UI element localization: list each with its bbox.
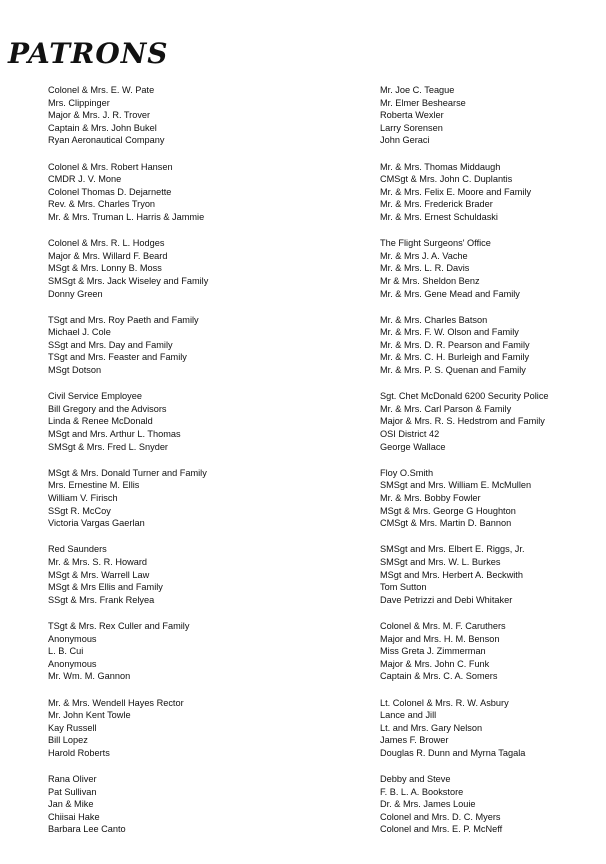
patron-group [380,314,606,377]
patron-name: Major & Mrs. R. S. Hedstrom and Family [380,416,545,427]
patron-name: Mr. & Mrs. F. W. Olson and Family [380,327,519,338]
patron-name: Red Saunders [48,544,107,555]
patron-name: Dr. & Mrs. James Louie [380,799,476,810]
patron-name: Captain & Mrs. John Bukel [48,122,157,133]
patron-group [48,84,318,147]
patron-name: MSgt & Mrs. Warrell Law [48,569,150,580]
patron-name: SSgt R. McCoy [48,505,111,516]
patron-name: Mr. & Mrs. L. R. Davis [380,263,470,274]
patron-group [48,161,318,224]
patron-name: F. B. L. A. Bookstore [380,786,464,797]
patron-name: CMSgt & Mrs. Martin D. Bannon [380,518,512,529]
patron-group [48,620,318,683]
patron-name: Anonymous [48,658,97,669]
patron-name: OSI District 42 [380,429,440,440]
patron-name: Mr & Mrs. Sheldon Benz [380,275,480,286]
patron-name: MSgt Dotson [48,365,102,376]
patron-name: Colonel Thomas D. Dejarnette [48,186,172,197]
patron-name: Miss Greta J. Zimmerman [380,646,486,657]
patron-group [380,543,606,606]
patron-column-right [380,84,606,850]
patron-name: CMDR J. V. Mone [48,174,122,185]
patron-name: Bill Lopez [48,735,88,746]
patron-name: Pat Sullivan [48,786,97,797]
patron-name: Bill Gregory and the Advisors [48,403,167,414]
patron-name: Mr. & Mrs. Truman L. Harris & Jammie [48,211,205,222]
patron-name: James F. Brower [380,735,449,746]
patron-name: Dave Petrizzi and Debi Whitaker [380,594,513,605]
patron-name: Larry Sorensen [380,122,443,133]
patron-name: Rana Oliver [48,774,97,785]
patron-name: Mr. & Mrs. Frederick Brader [380,199,493,210]
patron-group [380,237,606,300]
patron-name: Tom Sutton [380,582,427,593]
patron-name: SSgt and Mrs. Day and Family [48,339,173,350]
patron-name: Debby and Steve [380,774,451,785]
patron-name: William V. Firisch [48,493,118,503]
patron-name: Mr. & Mrs. Bobby Fowler [380,493,481,503]
patron-name: Mr. Wm. M. Gannon [48,671,131,682]
patron-group [380,697,606,760]
patron-name: Colonel & Mrs. Robert Hansen [48,161,173,172]
patron-name: Colonel and Mrs. D. C. Myers [380,811,501,822]
patron-name: CMSgt & Mrs. John C. Duplantis [380,174,513,185]
patron-name: Floy O.Smith [380,467,434,478]
patron-name: Mr. & Mrs. Felix E. Moore and Family [380,186,532,197]
patron-name: John Geraci [380,135,430,146]
patron-name: Mr. & Mrs J. A. Vache [380,250,468,261]
patron-name: Mr. & Mrs. Gene Mead and Family [380,288,520,299]
patron-name: Colonel & Mrs. M. F. Caruthers [380,620,506,631]
patron-name: L. B. Cui [48,646,84,657]
patron-name: Mr. John Kent Towle [48,710,131,721]
patron-name: Civil Service Employee [48,391,142,402]
patron-name: MSgt & Mrs Ellis and Family [48,582,163,593]
patron-name: Major & Mrs. J. R. Trover [48,110,151,121]
patron-name: Colonel and Mrs. E. P. McNeff [380,824,503,835]
patron-name: Captain & Mrs. C. A. Somers [380,671,498,682]
patron-name: SMSgt & Mrs. Jack Wiseley and Family [48,275,209,286]
patron-name: MSgt and Mrs. Arthur L. Thomas [48,429,181,440]
patron-name: Sgt. Chet McDonald 6200 Security Police [380,391,549,402]
patron-name: Mr. & Mrs. S. R. Howard [48,556,148,567]
patron-name: SMSgt and Mrs. Elbert E. Riggs, Jr. [380,544,525,555]
patron-name: Mr. Joe C. Teague [380,85,455,95]
patron-name: Linda & Renee McDonald [48,416,153,427]
patron-name: Douglas R. Dunn and Myrna Tagala [380,747,526,758]
patron-name: Ryan Aeronautical Company [48,135,165,146]
patron-group [380,620,606,683]
patron-name: Chiisai Hake [48,811,100,822]
patron-name: Rev. & Mrs. Charles Tryon [48,199,156,210]
patron-name: Lt. and Mrs. Gary Nelson [380,722,483,733]
patron-name: MSgt and Mrs. Herbert A. Beckwith [380,569,523,580]
patron-name: The Flight Surgeons' Office [380,238,491,249]
patron-name: Mrs. Clippinger [48,97,110,108]
patron-name: Mr. & Mrs. Wendell Hayes Rector [48,697,184,708]
patron-name: Mr. & Mrs. Carl Parson & Family [380,403,512,414]
patron-name: Lance and Jill [380,710,437,721]
patron-name: Major & Mrs. John C. Funk [380,658,490,669]
patron-group [48,543,318,606]
patron-group [48,390,318,453]
patron-name: Mr. & Mrs. Charles Batson [380,314,488,325]
patron-name: Mr. & Mrs. P. S. Quenan and Family [380,365,526,376]
patron-name: TSgt and Mrs. Roy Paeth and Family [48,314,199,325]
patron-name: Major and Mrs. H. M. Benson [380,633,500,644]
patron-name: SMSgt and Mrs. William E. McMullen [380,480,532,491]
patron-name: MSgt & Mrs. George G Houghton [380,505,516,516]
patron-group [380,84,606,147]
patron-name: Kay Russell [48,722,97,733]
patron-name: Jan & Mike [48,799,94,810]
patron-name: Colonel & Mrs. E. W. Pate [48,85,155,95]
patron-name: Anonymous [48,633,97,644]
patron-name: Mrs. Ernestine M. Ellis [48,480,140,491]
patron-name: Mr. & Mrs. Thomas Middaugh [380,161,501,172]
patron-group [48,237,318,300]
patron-name: MSgt & Mrs. Lonny B. Moss [48,263,162,274]
patron-name: Donny Green [48,288,103,299]
patron-name: MSgt & Mrs. Donald Turner and Family [48,467,207,478]
patron-name: Victoria Vargas Gaerlan [48,518,145,529]
patron-group [48,314,318,377]
patron-name: George Wallace [380,441,446,452]
patron-group [380,773,606,836]
patron-group [380,390,606,453]
patron-name: Mr. & Mrs. D. R. Pearson and Family [380,339,530,350]
patron-name: SMSgt and Mrs. W. L. Burkes [380,556,501,567]
patron-name: Michael J. Cole [48,327,111,338]
patron-name: Colonel & Mrs. R. L. Hodges [48,238,165,249]
patron-name: Harold Roberts [48,747,110,758]
patron-group [380,467,606,530]
page-title: PATRONS [8,37,169,70]
patron-name: Mr. & Mrs. Ernest Schuldaski [380,211,498,222]
patron-name: Barbara Lee Canto [48,824,126,835]
patron-name: Major & Mrs. Willard F. Beard [48,250,168,261]
patron-group [48,697,318,760]
patron-group [48,773,318,836]
patron-name: SSgt & Mrs. Frank Relyea [48,594,155,605]
patron-name: Mr. Elmer Beshearse [380,97,466,108]
patron-name: Mr. & Mrs. C. H. Burleigh and Family [380,352,530,363]
patron-name: TSgt and Mrs. Feaster and Family [48,352,187,363]
patron-column-left [48,84,318,850]
patron-name: Roberta Wexler [380,110,444,121]
patron-group [48,467,318,530]
patron-name: Lt. Colonel & Mrs. R. W. Asbury [380,697,509,708]
patron-name: SMSgt & Mrs. Fred L. Snyder [48,441,168,452]
patron-group [380,161,606,224]
patron-name: TSgt & Mrs. Rex Culler and Family [48,620,190,631]
